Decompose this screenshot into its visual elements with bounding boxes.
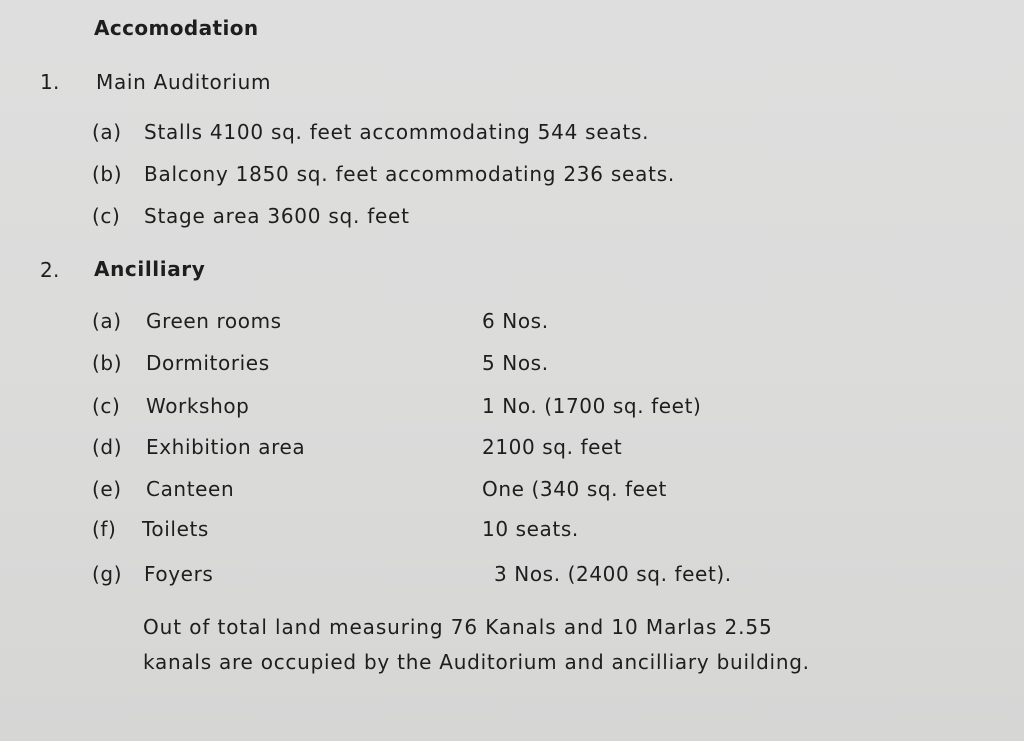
section-2-item-f-letter: (f) <box>92 517 117 541</box>
section-2-item-f-value: 10 seats. <box>482 517 579 541</box>
section-2-item-d-letter: (d) <box>92 435 123 459</box>
section-1-item-b-letter: (b) <box>92 162 123 186</box>
section-1-title: Main Auditorium <box>96 70 272 94</box>
section-2-item-a-label: Green rooms <box>146 309 282 333</box>
section-2-item-c-label: Workshop <box>146 394 250 418</box>
section-1-number: 1. <box>40 70 60 94</box>
section-2-item-a-value: 6 Nos. <box>482 309 549 333</box>
section-2-item-b-letter: (b) <box>92 351 123 375</box>
section-2-item-c-letter: (c) <box>92 394 121 418</box>
section-2-item-g-value: 3 Nos. (2400 sq. feet). <box>494 562 732 586</box>
section-2-item-e-value: One (340 sq. feet <box>482 477 667 501</box>
section-2-item-b-value: 5 Nos. <box>482 351 549 375</box>
section-2-item-f-label: Toilets <box>142 517 209 541</box>
document-heading: Accomodation <box>94 16 259 40</box>
section-2-number: 2. <box>40 258 60 282</box>
section-2-item-d-value: 2100 sq. feet <box>482 435 623 459</box>
section-1-item-c-text: Stage area 3600 sq. feet <box>144 204 410 228</box>
section-2-item-e-label: Canteen <box>146 477 235 501</box>
section-2-title: Ancilliary <box>94 257 206 281</box>
section-2-item-c-value: 1 No. (1700 sq. feet) <box>482 394 702 418</box>
section-1-item-a-letter: (a) <box>92 120 122 144</box>
section-1-item-b-text: Balcony 1850 sq. feet accommodating 236 seats. <box>144 162 675 186</box>
section-2-item-g-label: Foyers <box>144 562 214 586</box>
section-2-item-e-letter: (e) <box>92 477 122 501</box>
section-2-item-a-letter: (a) <box>92 309 122 333</box>
section-2-item-g-letter: (g) <box>92 562 123 586</box>
closing-paragraph-line-1: Out of total land measuring 76 Kanals and 10 Marlas 2.55 <box>143 615 773 639</box>
closing-paragraph-line-2: kanals are occupied by the Auditorium and ancilliary building. <box>143 650 810 674</box>
section-2-item-b-label: Dormitories <box>146 351 270 375</box>
section-2-item-d-label: Exhibition area <box>146 435 306 459</box>
section-1-item-c-letter: (c) <box>92 204 121 228</box>
section-1-item-a-text: Stalls 4100 sq. feet accommodating 544 seats. <box>144 120 650 144</box>
